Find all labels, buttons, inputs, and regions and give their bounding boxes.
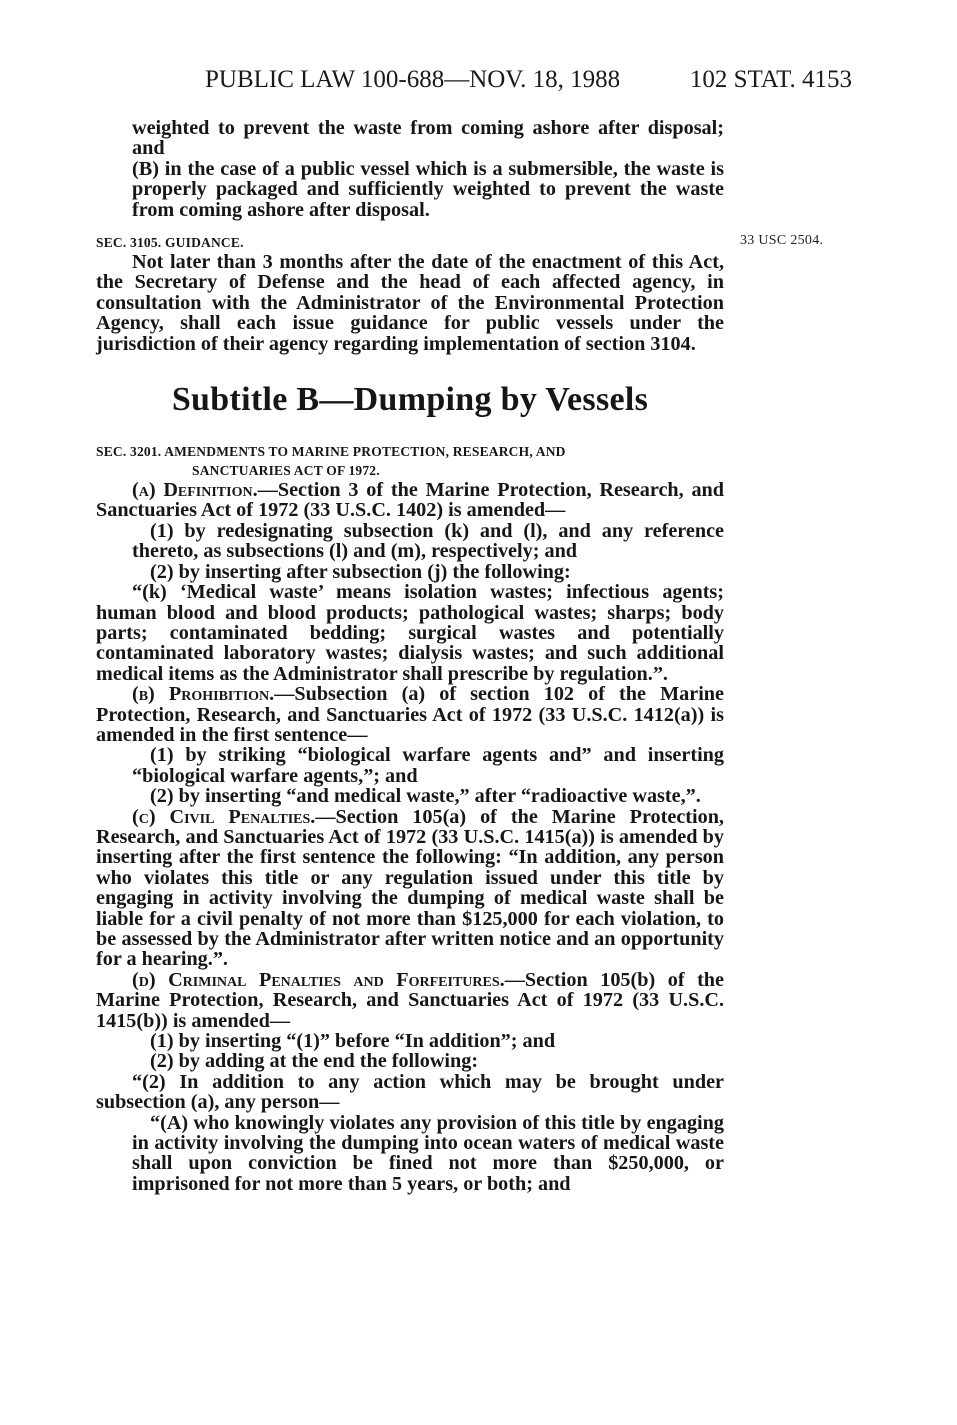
paragraph-continuation: weighted to prevent the waste from coming ashore after disposal; and [132, 117, 724, 160]
subsection-b [96, 684, 724, 745]
quoted-subparagraph-A: “(A) who knowingly violates any provision of this title by engaging in activity involving the dumping into ocean waters of medical waste shall upon conviction be fined not more than $250,000, or imprisoned for not more than 5 years, or both; and [132, 1111, 724, 1195]
body-column [96, 118, 724, 1194]
subsection-a [96, 480, 724, 521]
subsection-c-text: —Section 105(a) of the Marine Protection, Research, and Sanctuaries Act of 1972 (33 U.S.C. 1415(a)) is amended by inserting after the first sentence the following: “In addition, any person who violates this title or any regulation issued under this title by engaging in activity involving the dumping of medical waste shall be liable for a civil penalty of not more than $125,000 for each violation, to be assessed by the Administrator after written notice and an opportunity for a hearing.”. [96, 805, 724, 971]
subsection-b-text: —Subsection (a) of section 102 of the Marine Protection, Research, and Sanctuaries Act of 1972 (33 U.S.C. 1412(a)) is amended in the first sentence— [96, 683, 724, 746]
section-heading-3201-line2: SANCTUARIES ACT OF 1972. [192, 463, 380, 479]
subsection-d-label: (d) Criminal Penalties and Forfeitures. [132, 968, 505, 991]
header-stat-page: 102 STAT. 4153 [689, 66, 852, 93]
subsection-c [96, 807, 724, 970]
section-heading-3201-line1: SEC. 3201. AMENDMENTS TO MARINE PROTECTION, RESEARCH, AND [96, 444, 566, 460]
paragraph-B: (B) in the case of a public vessel which is a submersible, the waste is properly packaged and sufficiently weighted to prevent the waste from coming ashore after disposal. [132, 157, 724, 221]
section-heading-3201 [96, 442, 724, 480]
subsection-c-label: (c) Civil Penalties. [132, 805, 316, 828]
subsection-b-label: (b) Prohibition. [132, 683, 275, 706]
subsection-a-label: (a) Definition. [132, 479, 258, 502]
clause-d2: (2) by adding at the end the following: [150, 1050, 479, 1073]
section-heading-3105: SEC. 3105. GUIDANCE. [96, 235, 244, 251]
clause-a2: (2) by inserting after subsection (j) the following: [150, 560, 571, 583]
clause-b2: (2) by inserting “and medical waste,” after “radioactive waste,”. [150, 785, 701, 808]
subtitle-heading: Subtitle B—Dumping by Vessels [171, 381, 649, 419]
clause-a1: (1) by redesignating subsection (k) and (l), and any reference thereto, as subsections (l) and (m), respectively; and [132, 519, 724, 563]
clause-b1: (1) by striking “biological warfare agents and” and inserting “biological warfare agents,”; and [132, 744, 724, 787]
subsection-d [96, 970, 724, 1031]
header-citation: PUBLIC LAW 100-688—NOV. 18, 1988 [205, 66, 621, 93]
margin-note: 33 USC 2504. [740, 233, 824, 248]
quoted-paragraph-2: “(2) In addition to any action which may be brought under subsection (a), any person— [96, 1070, 724, 1114]
running-header [205, 66, 852, 94]
subsection-d-text: —Section 105(b) of the Marine Protection, Research, and Sanctuaries Act of 1972 (33 U.S.C. 1415(b)) is amended— [96, 968, 724, 1032]
clause-d1: (1) by inserting “(1)” before “In addition”; and [150, 1030, 556, 1053]
subsection-a-text: —Section 3 of the Marine Protection, Research, and Sanctuaries Act of 1972 (33 U.S.C. 1402) is amended— [96, 479, 724, 522]
quoted-definition-k: “(k) ‘Medical waste’ means isolation wastes; infectious agents; human blood and blood products; pathological wastes; sharps; body parts; contaminated bedding; surgical wastes and potentially contaminated laboratory wastes; dialysis wastes; and such additional medical items as the Administrator shall prescribe by regulation.”. [96, 581, 724, 685]
paragraph-guidance: Not later than 3 months after the date of the enactment of this Act, the Secretary of Defense and the head of each affected agency, in consultation with the Administrator of the Environmental Protection Agency, shall each issue guidance for public vessels under the jurisdiction of their agency regarding implementation of section 3104. [96, 251, 724, 355]
